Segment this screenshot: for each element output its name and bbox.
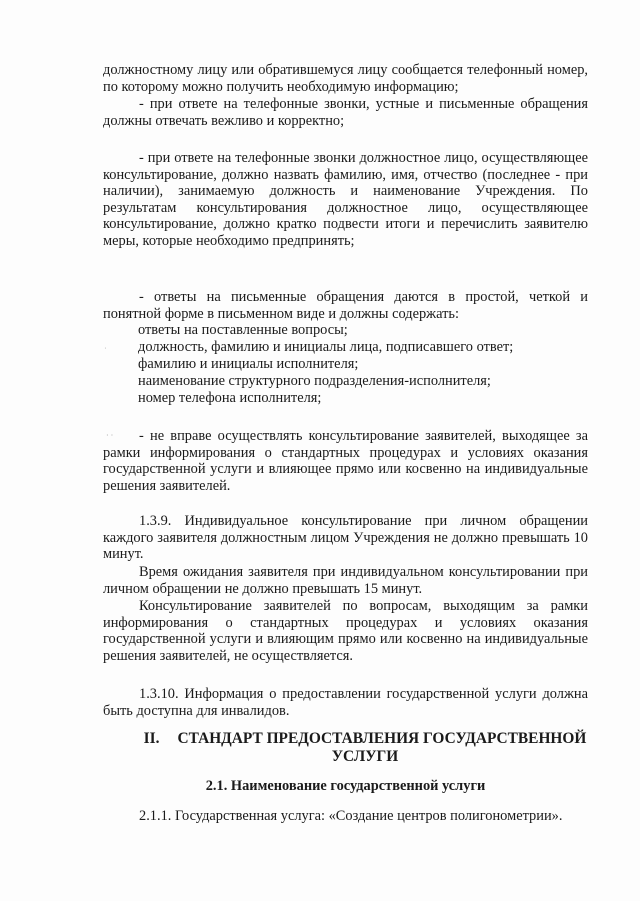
section-title: СТАНДАРТ ПРЕДОСТАВЛЕНИЯ ГОСУДАРСТВЕННОЙ УСЛУГИ bbox=[177, 730, 587, 765]
list-item: наименование структурного подразделения-исполнителя; bbox=[138, 373, 491, 389]
list-item: фамилию и инициалы исполнителя; bbox=[138, 356, 359, 372]
subsection-heading: 2.1. Наименование государственной услуги bbox=[205, 778, 486, 794]
paragraph: 1.3.9. Индивидуальное консультирование при личном обращении каждого заявителя должностным лицом Учреждения не должно превышать 10 минут. bbox=[103, 513, 588, 563]
paragraph: 1.3.10. Информация о предоставлении государственной услуги должна быть доступна для инвалидов. bbox=[103, 686, 588, 719]
paragraph: 2.1.1. Государственная услуга: «Создание центров полигонометрии». bbox=[139, 808, 563, 824]
paragraph: Время ожидания заявителя при индивидуальном консультировании при личном обращении не должно превышать 15 минут. bbox=[103, 564, 588, 597]
section-heading bbox=[130, 730, 600, 766]
paragraph: - ответы на письменные обращения даются в простой, четкой и понятной форме в письменном виде и должны содержать: bbox=[103, 289, 588, 322]
list-item: номер телефона исполнителя; bbox=[138, 390, 322, 406]
scan-speck: ˙ bbox=[104, 346, 107, 355]
list-item: должность, фамилию и инициалы лица, подписавшего ответ; bbox=[138, 339, 514, 355]
paragraph: - не вправе осуществлять консультирование заявителей, выходящее за рамки информирования о стандартных процедурах и условиях оказания государственной услуги и влияющее прямо или косвенно на индивидуальные решения заявителей. bbox=[103, 428, 588, 494]
paragraph: должностному лицу или обратившемуся лицу сообщается телефонный номер, по которому можно получить необходимую информацию; bbox=[103, 62, 588, 95]
section-number: II. bbox=[143, 730, 160, 747]
paragraph: - при ответе на телефонные звонки должностное лицо, осуществляющее консультирование, должно назвать фамилию, имя, отчество (последнее - при наличии), занимаемую должность и наименование Учреждения. По результатам консультирования должностное лицо, осуществляющее консультирование, должно кратко подвести итоги и перечислить заявителю меры, которые необходимо предпринять; bbox=[103, 150, 588, 249]
paragraph: - при ответе на телефонные звонки, устные и письменные обращения должны отвечать вежливо и корректно; bbox=[103, 96, 588, 129]
list-item: ответы на поставленные вопросы; bbox=[138, 322, 348, 338]
paragraph: Консультирование заявителей по вопросам, выходящим за рамки информирования о стандартных процедурах и условиях оказания государственной услуги и влияющим прямо или косвенно на индивидуальные решения заявителей, не осуществляется. bbox=[103, 598, 588, 664]
scan-speck: · · bbox=[106, 431, 114, 440]
